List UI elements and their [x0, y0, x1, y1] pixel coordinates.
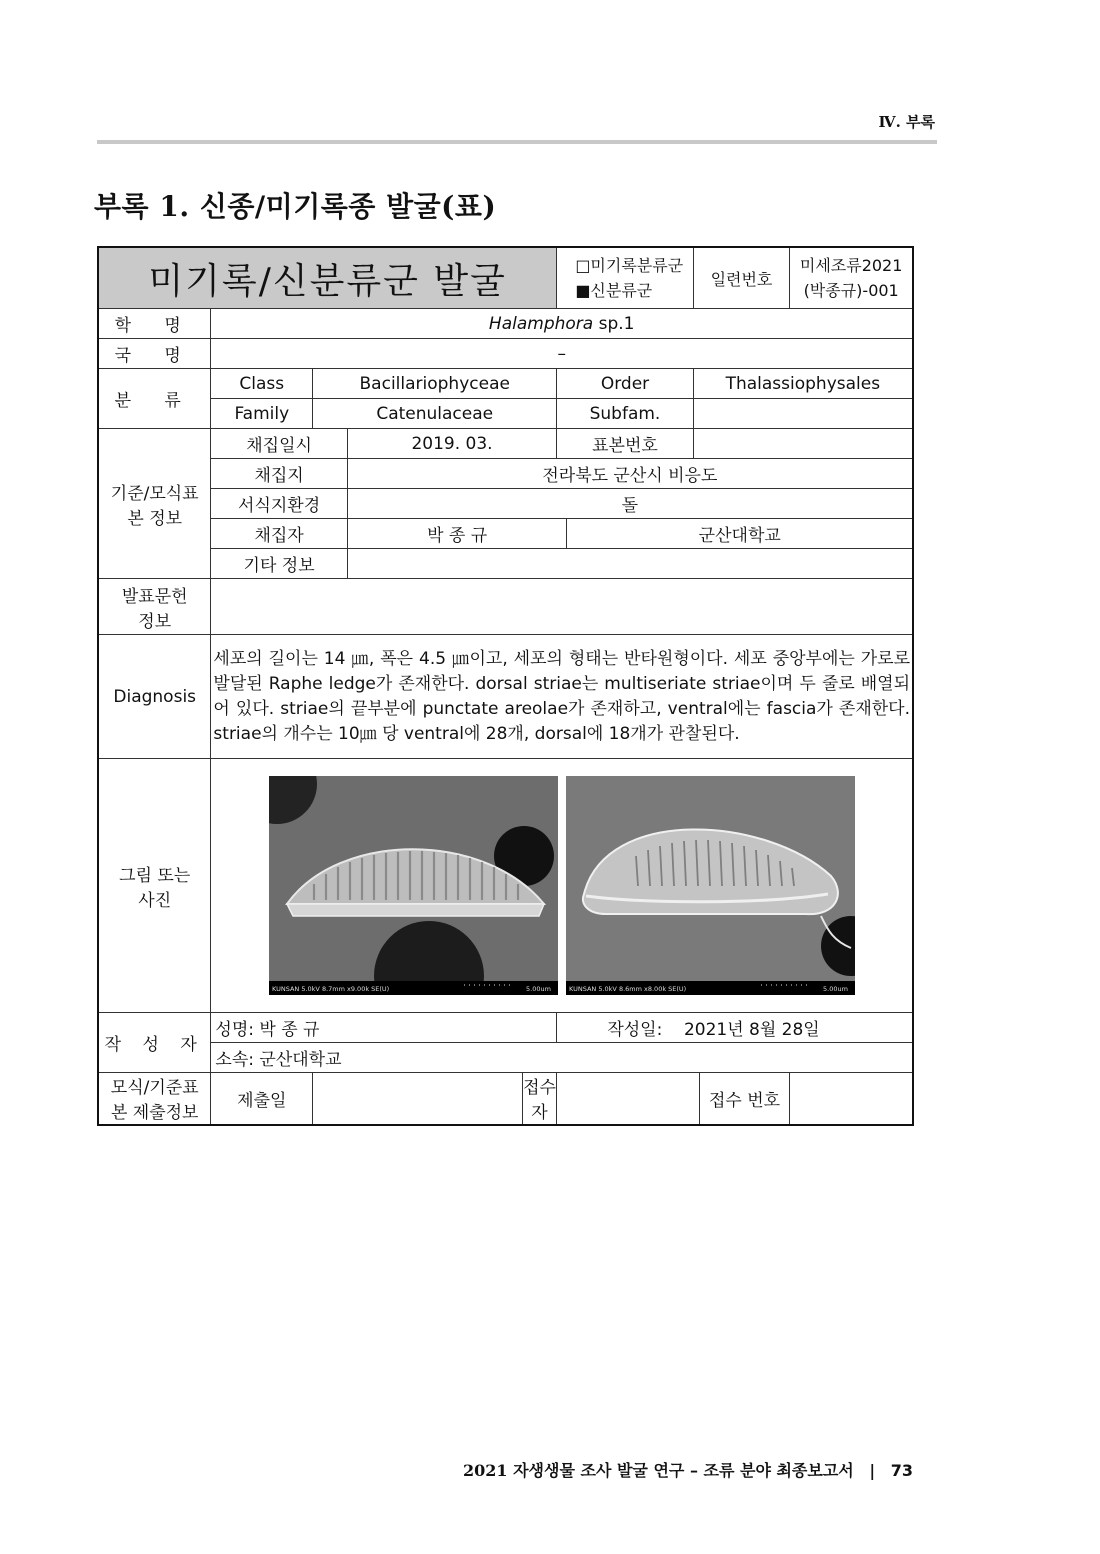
- author-date-value: 2021년 8월 28일: [683, 1020, 820, 1040]
- serial-value-line1: 미세조류2021: [799, 256, 903, 275]
- korean-name-label: 국 명: [98, 339, 211, 369]
- check-unrecorded: □미기록분류군: [575, 256, 684, 275]
- author-date: [557, 1013, 913, 1043]
- order-value: Thalassiophysales: [693, 369, 913, 399]
- collector-label: 채집자: [211, 519, 347, 549]
- sem-photo-2: [566, 776, 855, 995]
- publication-label-line2: 정보: [138, 611, 172, 632]
- specimen-info-label-line2: 본 정보: [127, 508, 183, 529]
- page-number: 73: [890, 1461, 914, 1480]
- order-label: Order: [557, 369, 693, 399]
- header-rule: [97, 140, 937, 144]
- species-epithet: sp.1: [593, 313, 635, 334]
- diagnosis-text: 세포의 길이는 14 ㎛, 폭은 4.5 ㎛이고, 세포의 형태는 반타원형이다. 세포 중앙부에는 가로로 발달된 Raphe ledge가 존재한다. dorsal striae는 multiseriate striae이며 두 줄로 배열되어 있다. striae의 끝부분에 punctate areolae가 존재하고, ventral에는 fascia가 존재한다. striae의 개수는 10㎛ 당 ventral에 28개, dorsal에 18개가 관찰된다.: [211, 635, 913, 759]
- figure-cell: [211, 759, 913, 1013]
- specimen-info-label: [98, 429, 211, 579]
- author-label: 작 성 자: [98, 1013, 211, 1073]
- serial-value: [790, 247, 913, 309]
- banner-title: 미기록/신분류군 발굴: [98, 247, 557, 309]
- publication-value: [211, 579, 913, 635]
- family-value: Catenulaceae: [313, 399, 557, 429]
- photo2-scale: 5.00um: [822, 985, 848, 993]
- figure-label-line2: 사진: [138, 890, 172, 911]
- collector-value: 박 종 규: [347, 519, 567, 549]
- habitat-value: 돌: [347, 489, 913, 519]
- author-date-label: 작성일:: [607, 1020, 663, 1040]
- class-label: Class: [211, 369, 313, 399]
- receiver-label: 접수자: [522, 1073, 557, 1125]
- collection-site-value: 전라북도 군산시 비응도: [347, 459, 913, 489]
- genus-name: Halamphora: [488, 313, 594, 334]
- category-checkboxes: [557, 247, 693, 309]
- figure-label: [98, 759, 211, 1013]
- receipt-number-label: 접수 번호: [699, 1073, 790, 1125]
- page-title: 부록 1. 신종/미기록종 발굴(표): [94, 190, 497, 223]
- submission-label-line1: 모식/기준표: [110, 1078, 199, 1099]
- figure-label-line1: 그림 또는: [119, 865, 191, 886]
- submit-date-label: 제출일: [211, 1073, 313, 1125]
- subfam-label: Subfam.: [557, 399, 693, 429]
- footer-separator: |: [869, 1461, 876, 1480]
- photo1-scale: 5.00um: [525, 985, 551, 993]
- publication-label-line1: 발표문헌: [121, 586, 188, 607]
- family-label: Family: [211, 399, 313, 429]
- check-new-taxon: ■신분류군: [575, 281, 653, 300]
- sem-photo-1: [269, 776, 558, 995]
- section-header: Ⅳ. 부록: [878, 113, 935, 131]
- photo1-caption: KUNSAN 5.0kV 8.7mm x9.00k SE(U): [271, 985, 389, 993]
- author-name: 성명: 박 종 규: [211, 1013, 557, 1043]
- receiver-value: [557, 1073, 699, 1125]
- other-info-label: 기타 정보: [211, 549, 347, 579]
- collection-date-value: 2019. 03.: [347, 429, 557, 459]
- submit-date-value: [313, 1073, 523, 1125]
- other-info-value: [347, 549, 913, 579]
- specimen-number-value: [693, 429, 913, 459]
- diagnosis-label: Diagnosis: [98, 635, 211, 759]
- specimen-number-label: 표본번호: [557, 429, 693, 459]
- submission-label-line2: 본 제출정보: [110, 1103, 199, 1124]
- receipt-number-value: [790, 1073, 913, 1125]
- publication-label: [98, 579, 211, 635]
- serial-label: 일련번호: [693, 247, 790, 309]
- submission-label: [98, 1073, 211, 1125]
- scientific-name-value: [211, 309, 913, 339]
- classification-label: 분 류: [98, 369, 211, 429]
- collector-affiliation: 군산대학교: [567, 519, 913, 549]
- photo2-caption: KUNSAN 5.0kV 8.6mm x8.00k SE(U): [568, 985, 686, 993]
- collection-date-label: 채집일시: [211, 429, 347, 459]
- specimen-info-label-line1: 기준/모식표: [110, 483, 199, 504]
- subfam-value: [693, 399, 913, 429]
- scientific-name-label: 학 명: [98, 309, 211, 339]
- species-record-table: [97, 246, 914, 1126]
- footer-title: 2021 자생생물 조사 발굴 연구 – 조류 분야 최종보고서: [463, 1461, 854, 1480]
- collection-site-label: 채집지: [211, 459, 347, 489]
- serial-value-line2: (박종규)-001: [803, 281, 899, 300]
- author-affiliation: 소속: 군산대학교: [211, 1043, 913, 1073]
- habitat-label: 서식지환경: [211, 489, 347, 519]
- korean-name-value: –: [211, 339, 913, 369]
- page-footer: [463, 1458, 913, 1481]
- class-value: Bacillariophyceae: [313, 369, 557, 399]
